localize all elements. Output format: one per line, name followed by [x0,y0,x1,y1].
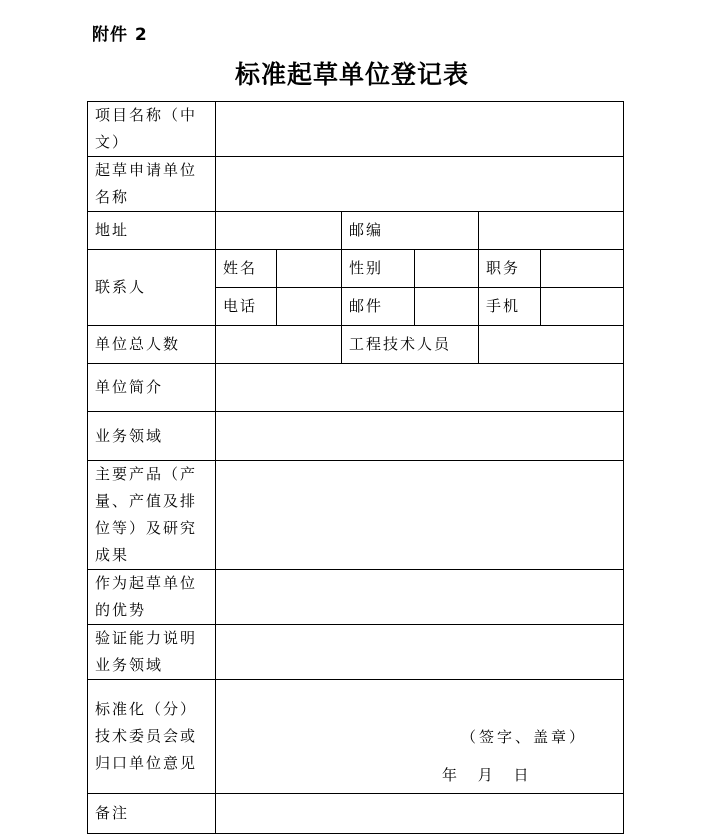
row-project-name [88,102,624,157]
page-title: 标准起草单位登记表 [234,60,469,89]
row-advantages [88,570,624,625]
mobile-label: 手机 [479,288,541,326]
phone-label: 电话 [216,288,277,326]
address-label: 地址 [88,212,216,250]
row-staff [88,326,624,364]
row-verification [88,625,624,680]
project-name-label: 项目名称（中文） [88,102,216,157]
name-field[interactable] [277,250,342,288]
position-field[interactable] [541,250,624,288]
remarks-field[interactable] [216,794,624,834]
tech-staff-label: 工程技术人员 [342,326,479,364]
drafting-unit-label: 起草申请单位名称 [88,157,216,212]
main-products-field[interactable] [216,461,624,570]
email-field[interactable] [415,288,479,326]
row-main-products [88,461,624,570]
tech-staff-field[interactable] [479,326,624,364]
row-unit-profile [88,364,624,412]
attachment-label: 附件 2 [92,25,148,45]
business-field-label: 业务领域 [88,412,216,461]
email-label: 邮件 [342,288,415,326]
advantages-field[interactable] [216,570,624,625]
address-field[interactable] [216,212,342,250]
name-label: 姓名 [216,250,277,288]
row-drafting-unit [88,157,624,212]
postcode-field[interactable] [479,212,624,250]
unit-profile-label: 单位简介 [88,364,216,412]
total-staff-field[interactable] [216,326,342,364]
remarks-label: 备注 [88,794,216,834]
drafting-unit-field[interactable] [216,157,624,212]
row-address [88,212,624,250]
contact-label: 联系人 [88,250,216,326]
gender-field[interactable] [415,250,479,288]
row-contact-1 [88,250,624,288]
signature-note: （签字、盖章） [461,728,588,746]
phone-field[interactable] [277,288,342,326]
committee-opinion-field[interactable] [216,680,624,794]
gender-label: 性别 [342,250,415,288]
advantages-label: 作为起草单位的优势 [88,570,216,625]
total-staff-label: 单位总人数 [88,326,216,364]
mobile-field[interactable] [541,288,624,326]
date-label: 年 月 日 [442,766,529,784]
verification-field[interactable] [216,625,624,680]
position-label: 职务 [479,250,541,288]
committee-opinion-label: 标准化（分）技术委员会或归口单位意见 [88,680,216,794]
row-committee-opinion [88,680,624,794]
main-products-label: 主要产品（产量、产值及排位等）及研究成果 [88,461,216,570]
postcode-label: 邮编 [342,212,479,250]
registration-form-table [87,101,624,834]
verification-label: 验证能力说明业务领域 [88,625,216,680]
row-business-field [88,412,624,461]
business-field-field[interactable] [216,412,624,461]
project-name-field[interactable] [216,102,624,157]
unit-profile-field[interactable] [216,364,624,412]
row-remarks [88,794,624,834]
